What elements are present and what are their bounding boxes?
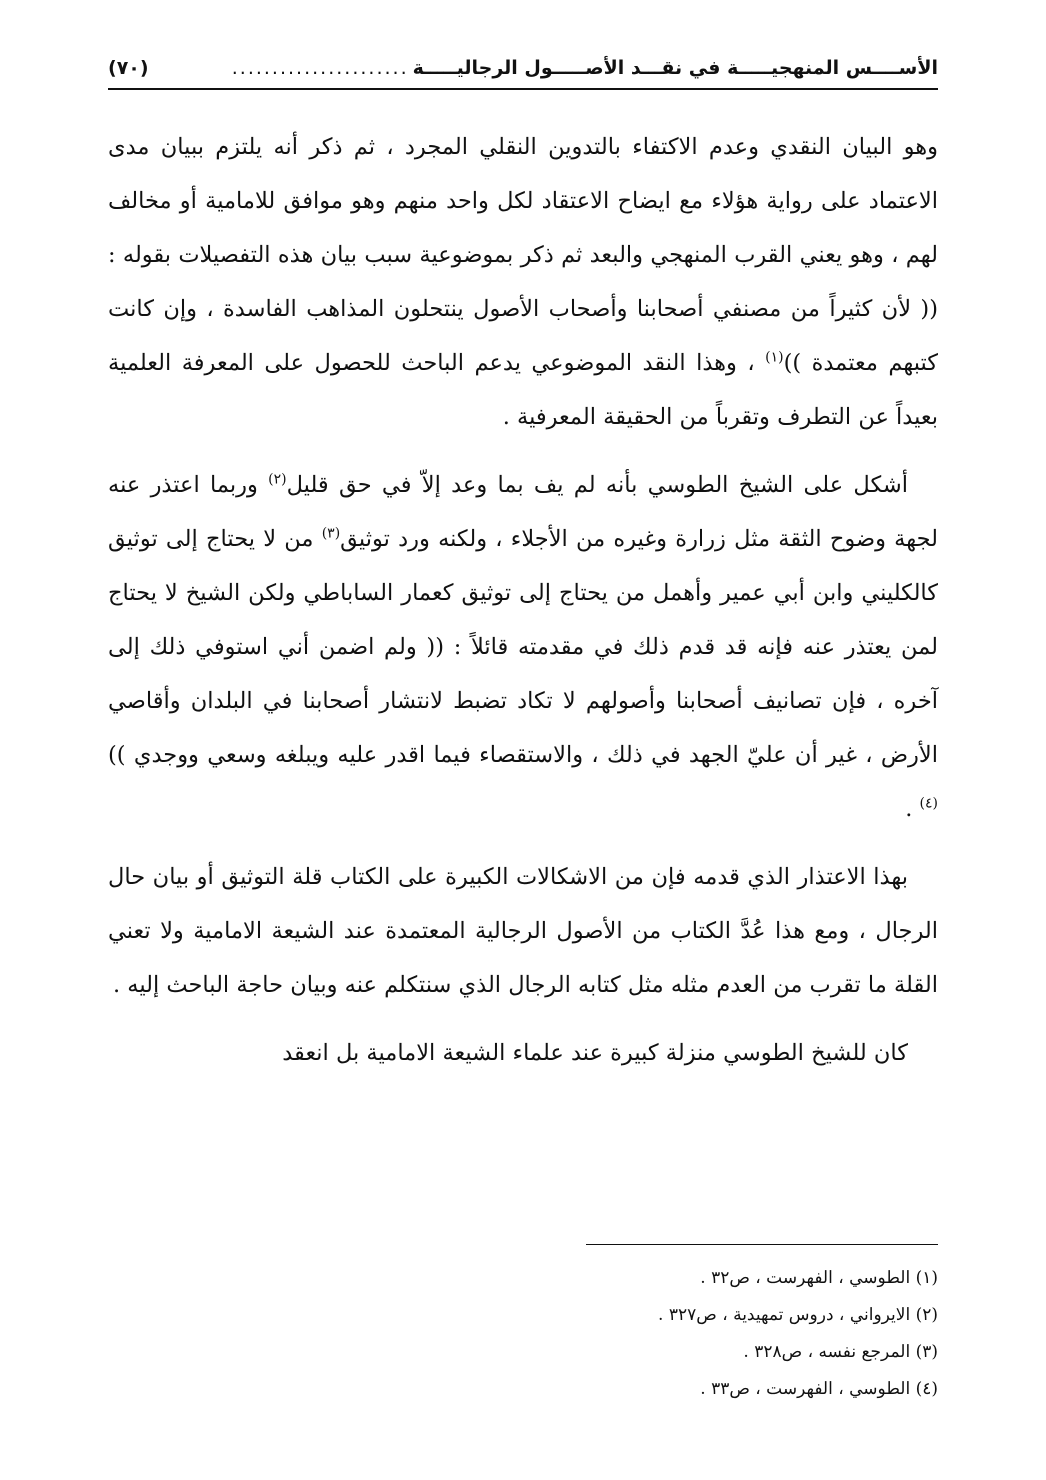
text-run: كان للشيخ الطوسي منزلة كبيرة عند علماء الشيعة الامامية بل انعقد: [282, 1040, 908, 1066]
leader-dots: ......................: [231, 57, 409, 79]
paragraph: [108, 458, 938, 836]
footnote-marker: (١): [765, 349, 784, 366]
footnote-item: (٤) الطوسي ، الفهرست ، ص٣٣ .: [700, 1379, 938, 1399]
running-header: [108, 50, 938, 86]
header-rule: [108, 88, 938, 90]
body-text: [108, 120, 938, 1094]
text-run: وربما اعتذر عنه لجهة وضوح الثقة مثل زرارة وغيره من الأجلاء ، ولكنه ورد توثيق: [108, 472, 938, 552]
text-run: وهو البيان النقدي وعدم الاكتفاء بالتدوين النقلي المجرد ، ثم ذكر أنه يلتزم ببيان مدى الاعتماد على رواية هؤلاء مع ايضاح الاعتقاد لكل واحد منهم وهو موافق للامامية أو مخالف لهم ، وهو يعني القرب المنهجي والبعد ثم ذكر بموضوعية سبب بيان هذه التفصيلات بقوله : (( لأن كثيراً من مصنفي أصحابنا وأصحاب الأصول ينتحلون المذاهب الفاسدة ، وإن كانت كتبهم معتمدة )): [108, 134, 938, 376]
paragraph: [108, 1026, 938, 1080]
text-run: أشكل على الشيخ الطوسي بأنه لم يف بما وعد إلاّ في حق قليل: [286, 472, 909, 498]
text-run: ، وهذا النقد الموضوعي يدعم الباحث للحصول على المعرفة العلمية بعيداً عن التطرف وتقرباً من الحقيقة المعرفية .: [108, 350, 938, 430]
footnote-item: (١) الطوسي ، الفهرست ، ص٣٢ .: [700, 1268, 938, 1288]
paragraph: [108, 850, 938, 1012]
footnote-marker: (٣): [321, 525, 341, 542]
footnote-marker: (٤): [919, 795, 938, 812]
footnote-separator: [586, 1244, 938, 1245]
text-run: .: [905, 796, 920, 822]
page-number: (٧٠): [108, 57, 149, 79]
running-title: الأســــس المنهجيـــــة في نقـــد الأصـــــول الرجاليـــــة: [412, 57, 938, 79]
footnote-item: (٢) الايرواني ، دروس تمهيدية ، ص٣٢٧ .: [658, 1305, 938, 1325]
text-run: من لا يحتاج إلى توثيق كالكليني وابن أبي عمير وأهمل من يحتاج إلى توثيق كعمار الساباطي ولكن الشيخ لا يحتاج لمن يعتذر عنه فإنه قد قدم ذلك في مقدمته قائلاً : (( ولم اضمن أني استوفي ذلك إلى آخره ، فإن تصانيف أصحابنا وأصولهم لا تكاد تضبط لانتشار أصحابنا في البلدان وأقاصي الأرض ، غير أن عليّ الجهد في ذلك ، والاستقصاء فيما اقدر عليه ويبلغه وسعي ووجدي )): [108, 526, 938, 768]
footnotes: [108, 1260, 938, 1408]
text-run: بهذا الاعتذار الذي قدمه فإن من الاشكالات الكبيرة على الكتاب قلة التوثيق أو بيان حال الرجال ، ومع هذا عُدَّ الكتاب من الأصول الرجالية المعتمدة عند الشيعة الامامية ولا تعني القلة ما تقرب من العدم مثله مثل كتابه الرجال الذي سنتكلم عنه وبيان حاجة الباحث إليه .: [108, 864, 938, 998]
footnote-item: (٣) المرجع نفسه ، ص٣٢٨ .: [743, 1342, 938, 1362]
footnote-marker: (٢): [268, 471, 287, 488]
paragraph: [108, 120, 938, 444]
